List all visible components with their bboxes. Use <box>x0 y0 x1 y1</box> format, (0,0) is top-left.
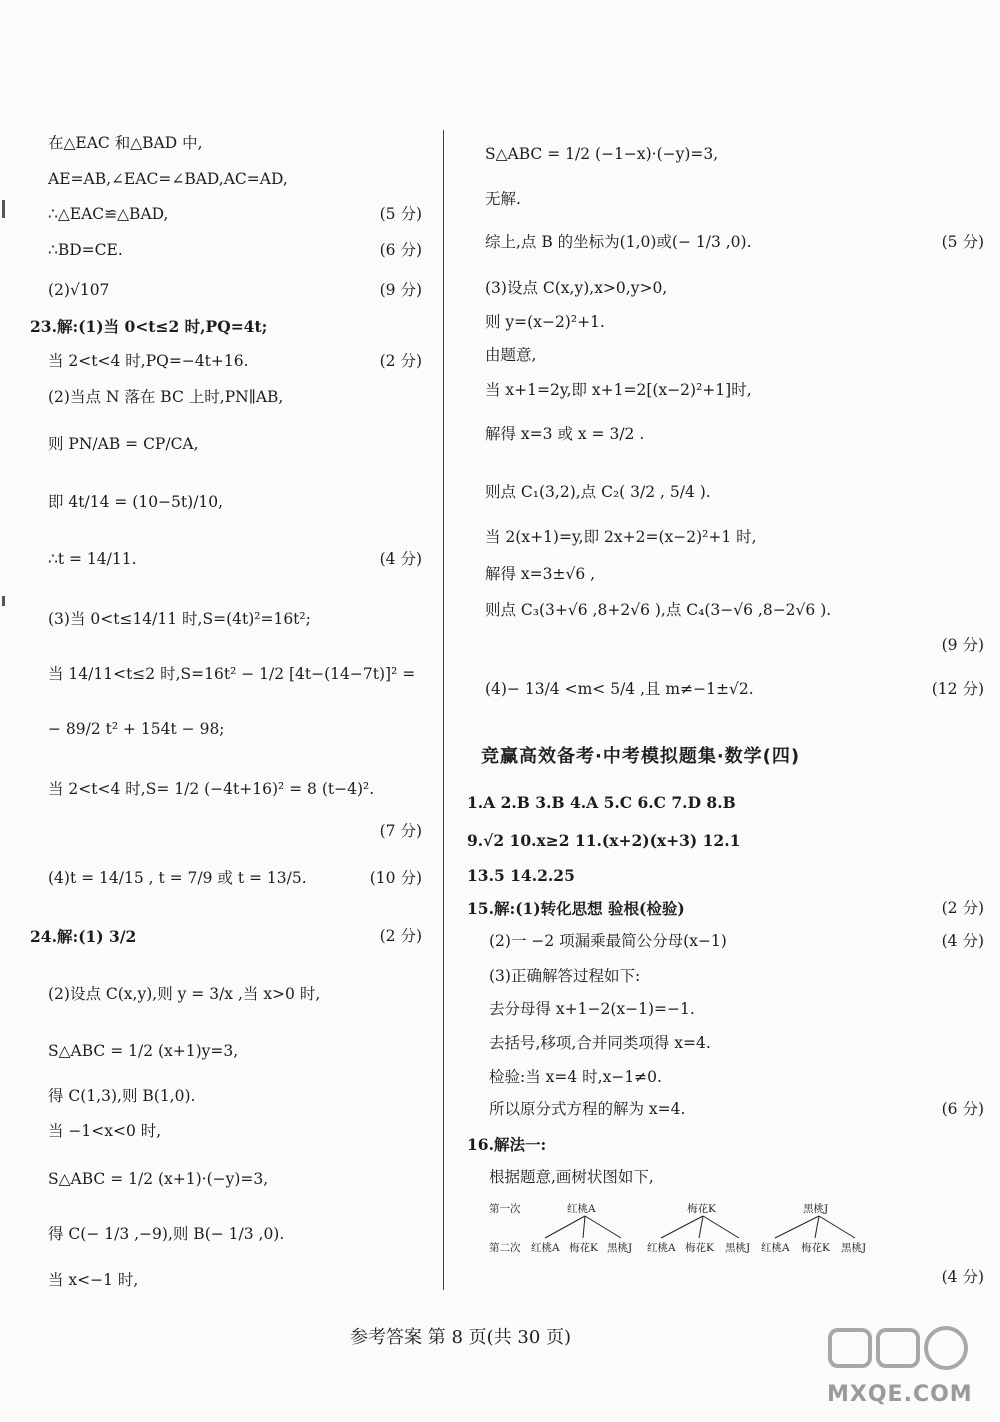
score-label: (10 分) <box>369 869 422 887</box>
answer-line: 由题意, <box>485 346 537 364</box>
tree-branch-line <box>661 1216 703 1238</box>
score-label: (12 分) <box>931 680 984 698</box>
score-label: (5 分) <box>379 205 422 223</box>
answer-line: (2)设点 C(x,y),则 y = 3/x ,当 x>0 时, <box>48 985 321 1003</box>
answer-line: 得 C(1,3),则 B(1,0). <box>48 1087 196 1105</box>
tree-node-second: 红桃A <box>761 1242 790 1254</box>
answer-line: (2)一 −2 项漏乘最简公分母(x−1) <box>489 932 727 950</box>
answer-line: (2)√107 <box>48 281 110 299</box>
tree-node-second: 黑桃J <box>607 1242 633 1254</box>
answer-line: 则点 C₃(3+√6 ,8+2√6 ),点 C₄(3−√6 ,8−2√6 ). <box>485 601 832 619</box>
tree-branch-line <box>585 1216 621 1238</box>
answer-line: 当 2<t<4 时,S= 1/2 (−4t+16)² = 8 (t−4)². <box>48 780 375 798</box>
answer-line: 即 4t/14 = (10−5t)/10, <box>48 493 224 511</box>
tree-branch-line <box>583 1216 585 1238</box>
answer-line: 13.5 14.2.25 <box>467 866 575 885</box>
scan-edge-mark <box>2 200 5 218</box>
answer-line: ∴△EAC≌△BAD, <box>48 205 169 223</box>
tree-node-second: 梅花K <box>569 1242 598 1254</box>
score-label: (4 分) <box>379 550 422 568</box>
answer-line: (2)当点 N 落在 BC 上时,PN∥AB, <box>48 388 284 406</box>
answer-line: S△ABC = 1/2 (−1−x)·(−y)=3, <box>485 145 719 163</box>
tree-node-second: 黑桃J <box>841 1242 867 1254</box>
question-23-heading: 23.解:(1)当 0<t≤2 时,PQ=4t; <box>30 317 268 336</box>
answer-line: 去括号,移项,合并同类项得 x=4. <box>489 1034 711 1052</box>
answer-line: 当 x+1=2y,即 x+1=2[(x−2)²+1]时, <box>485 381 752 399</box>
tree-node-second: 黑桃J <box>725 1242 751 1254</box>
answer-line: (4)t = 14/15 , t = 7/9 或 t = 13/5. <box>48 869 307 887</box>
column-divider <box>443 130 444 1290</box>
tree-branch-line <box>819 1216 855 1238</box>
answer-line: (3)设点 C(x,y),x>0,y>0, <box>485 279 668 297</box>
score-label: (9 分) <box>379 281 422 299</box>
answer-line: 1.A 2.B 3.B 4.A 5.C 6.C 7.D 8.B <box>467 793 736 812</box>
tree-branch-line <box>699 1216 703 1238</box>
scan-edge-mark <box>2 596 5 606</box>
answer-line: ∴t = 14/11. <box>48 550 137 568</box>
answer-line: 去分母得 x+1−2(x−1)=−1. <box>489 1000 695 1018</box>
tree-row-label: 第一次 <box>489 1203 521 1215</box>
answer-line: 当 x<−1 时, <box>48 1271 139 1289</box>
tree-node-second: 梅花K <box>801 1242 830 1254</box>
tree-branches <box>463 0 1000 1300</box>
score-label: (2 分) <box>379 352 422 370</box>
answer-line: 根据题意,画树状图如下, <box>489 1168 654 1186</box>
answer-line: 所以原分式方程的解为 x=4. <box>489 1100 686 1118</box>
score-label: (6 分) <box>941 1100 984 1118</box>
answer-line: − 89/2 t² + 154t − 98; <box>48 720 225 738</box>
answer-line: AE=AB,∠EAC=∠BAD,AC=AD, <box>48 170 288 188</box>
tree-node-first: 黑桃J <box>803 1203 829 1215</box>
answer-line: (3)当 0<t≤14/11 时,S=(4t)²=16t²; <box>48 610 311 628</box>
page-footer: 参考答案 第 8 页(共 30 页) <box>350 1327 572 1348</box>
answer-line: 得 C(− 1/3 ,−9),则 B(− 1/3 ,0). <box>48 1225 285 1243</box>
question-15-heading: 15.解:(1)转化思想 验根(检验) <box>467 899 685 918</box>
section-title: 竞赢高效备考·中考模拟题集·数学(四) <box>481 746 801 767</box>
question-16-heading: 16.解法一: <box>467 1135 547 1154</box>
answer-line: 则 PN/AB = CP/CA, <box>48 435 199 453</box>
answer-line: 9.√2 10.x≥2 11.(x+2)(x+3) 12.1 <box>467 831 741 850</box>
tree-row-label: 第二次 <box>489 1242 521 1254</box>
answer-line: (3)正确解答过程如下: <box>489 967 641 985</box>
tree-branch-line <box>815 1216 819 1238</box>
score-label: (4 分) <box>941 1268 984 1286</box>
answer-line: ∴BD=CE. <box>48 241 123 259</box>
answer-line: 在△EAC 和△BAD 中, <box>48 134 203 152</box>
tree-branch-line <box>545 1216 585 1238</box>
tree-node-second: 红桃A <box>531 1242 560 1254</box>
score-label: (5 分) <box>941 233 984 251</box>
tree-node-second: 梅花K <box>685 1242 714 1254</box>
answer-line: 当 14/11<t≤2 时,S=16t² − 1/2 [4t−(14−7t)]² = <box>48 665 416 683</box>
answer-line: 则点 C₁(3,2),点 C₂( 3/2 , 5/4 ). <box>485 483 711 501</box>
score-label: (2 分) <box>379 927 422 945</box>
score-label: (6 分) <box>379 241 422 259</box>
tree-node-first: 梅花K <box>687 1203 716 1215</box>
answer-line: 当 2<t<4 时,PQ=−4t+16. <box>48 352 249 370</box>
answer-line: 检验:当 x=4 时,x−1≠0. <box>489 1068 662 1086</box>
score-label: (7 分) <box>379 822 422 840</box>
answer-line: (4)− 13/4 <m< 5/4 ,且 m≠−1±√2. <box>485 680 754 698</box>
watermark-text: MXQE.COM <box>827 1382 973 1407</box>
tree-branch-line <box>703 1216 739 1238</box>
tree-branch-line <box>775 1216 819 1238</box>
score-label: (9 分) <box>941 636 984 654</box>
answer-line: 无解. <box>485 190 521 208</box>
answer-line: S△ABC = 1/2 (x+1)y=3, <box>48 1042 239 1060</box>
score-label: (2 分) <box>941 899 984 917</box>
tree-node-first: 红桃A <box>567 1203 596 1215</box>
answer-line: 当 −1<x<0 时, <box>48 1122 162 1140</box>
answer-line: S△ABC = 1/2 (x+1)·(−y)=3, <box>48 1170 269 1188</box>
answer-line: 当 2(x+1)=y,即 2x+2=(x−2)²+1 时, <box>485 528 757 546</box>
tree-node-second: 红桃A <box>647 1242 676 1254</box>
question-24-heading: 24.解:(1) 3/2 <box>30 927 137 946</box>
score-label: (4 分) <box>941 932 984 950</box>
answer-line: 解得 x=3±√6 , <box>485 565 596 583</box>
answer-line: 则 y=(x−2)²+1. <box>485 313 605 331</box>
answer-line: 综上,点 B 的坐标为(1,0)或(− 1/3 ,0). <box>485 233 752 251</box>
answer-line: 解得 x=3 或 x = 3/2 . <box>485 425 645 443</box>
